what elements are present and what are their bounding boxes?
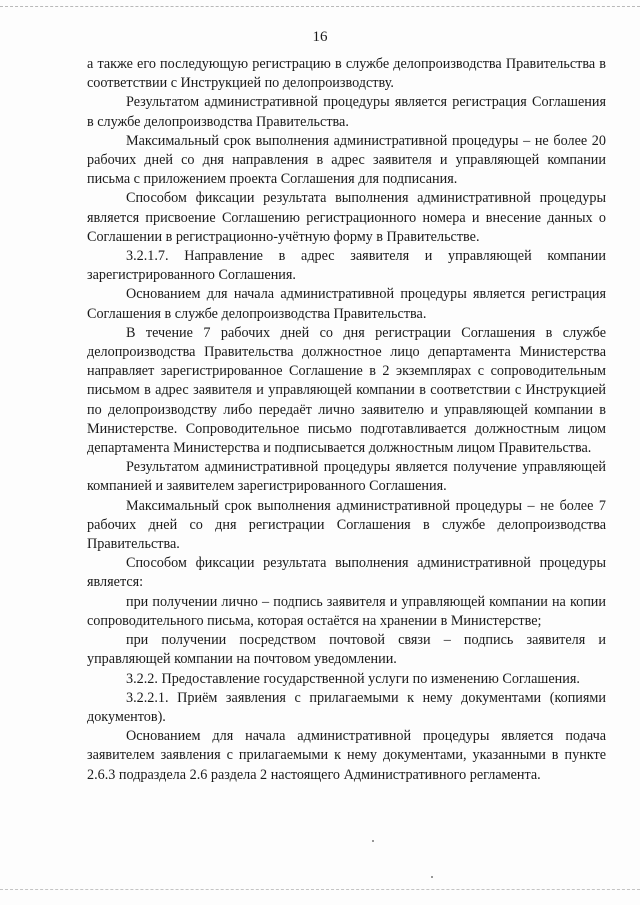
- paragraph: а также его последующую регистрацию в службе делопроизводства Правительства в соответствии с Инструкцией по делопроизводству.: [87, 56, 606, 92]
- paragraph: Основанием для начала административной процедуры является подача заявителем заявления с прилагаемыми к нему документами, указанными в пункте 2.6.3 подраздела 2.6 раздела 2 настоящего Административного регламента.: [87, 728, 606, 783]
- paragraph: Способом фиксации результата выполнения административной процедуры является присвоение Соглашению регистрационного номера и внесение данных о Соглашении в регистрационно-учётную форму в Правительстве.: [87, 190, 606, 245]
- paragraph: Максимальный срок выполнения административной процедуры – не более 7 рабочих дней со дня регистрации Соглашения в службе делопроизводства Правительства.: [87, 497, 606, 553]
- document-body: [87, 55, 606, 785]
- paragraph: Способом фиксации результата выполнения административной процедуры является:: [87, 555, 606, 591]
- section-heading: 3.2.2. Предоставление государственной услуги по изменению Соглашения.: [126, 670, 580, 687]
- scan-speck: [372, 840, 374, 842]
- scan-speck: [431, 876, 433, 878]
- paragraph: Основанием для начала административной процедуры является регистрация Соглашения в службе делопроизводства Правительства.: [87, 286, 606, 322]
- paragraph: Результатом административной процедуры является получение управляющей компанией и заявителем зарегистрированного Соглашения.: [87, 459, 606, 495]
- list-item: при получении посредством почтовой связи – подпись заявителя и управляющей компании на почтовом уведомлении.: [87, 632, 606, 668]
- paragraph: В течение 7 рабочих дней со дня регистрации Соглашения в службе делопроизводства Правительства должностное лицо департамента Министерства направляет зарегистрированное Соглашение в 2 экземплярах с сопроводительным письмом в адрес заявителя и управляющей компании в соответствии с Инструкцией по делопроизводству либо передаёт лично заявителю и управляющей компании в Министерстве. Сопроводительное письмо подготавливается должностным лицом департамента Министерства и подписывается должностным лицом Правительства.: [87, 324, 606, 457]
- section-heading: 3.2.1.7. Направление в адрес заявителя и управляющей компании зарегистрированного Соглашения.: [87, 248, 606, 284]
- page-number: 16: [312, 29, 328, 45]
- section-heading: 3.2.2.1. Приём заявления с прилагаемыми к нему документами (копиями документов).: [87, 689, 606, 725]
- scan-edge-bottom: [0, 889, 640, 890]
- paragraph: Максимальный срок выполнения административной процедуры – не более 20 рабочих дней со дня направления в адрес заявителя и управляющей компании письма с приложением проекта Соглашения для подписания.: [87, 132, 606, 188]
- scan-edge-top: [0, 6, 640, 7]
- paragraph: Результатом административной процедуры является регистрация Соглашения в службе делопроизводства Правительства.: [87, 94, 606, 130]
- list-item: при получении лично – подпись заявителя и управляющей компании на копии сопроводительного письма, которая остаётся на хранении в Министерстве;: [87, 593, 606, 629]
